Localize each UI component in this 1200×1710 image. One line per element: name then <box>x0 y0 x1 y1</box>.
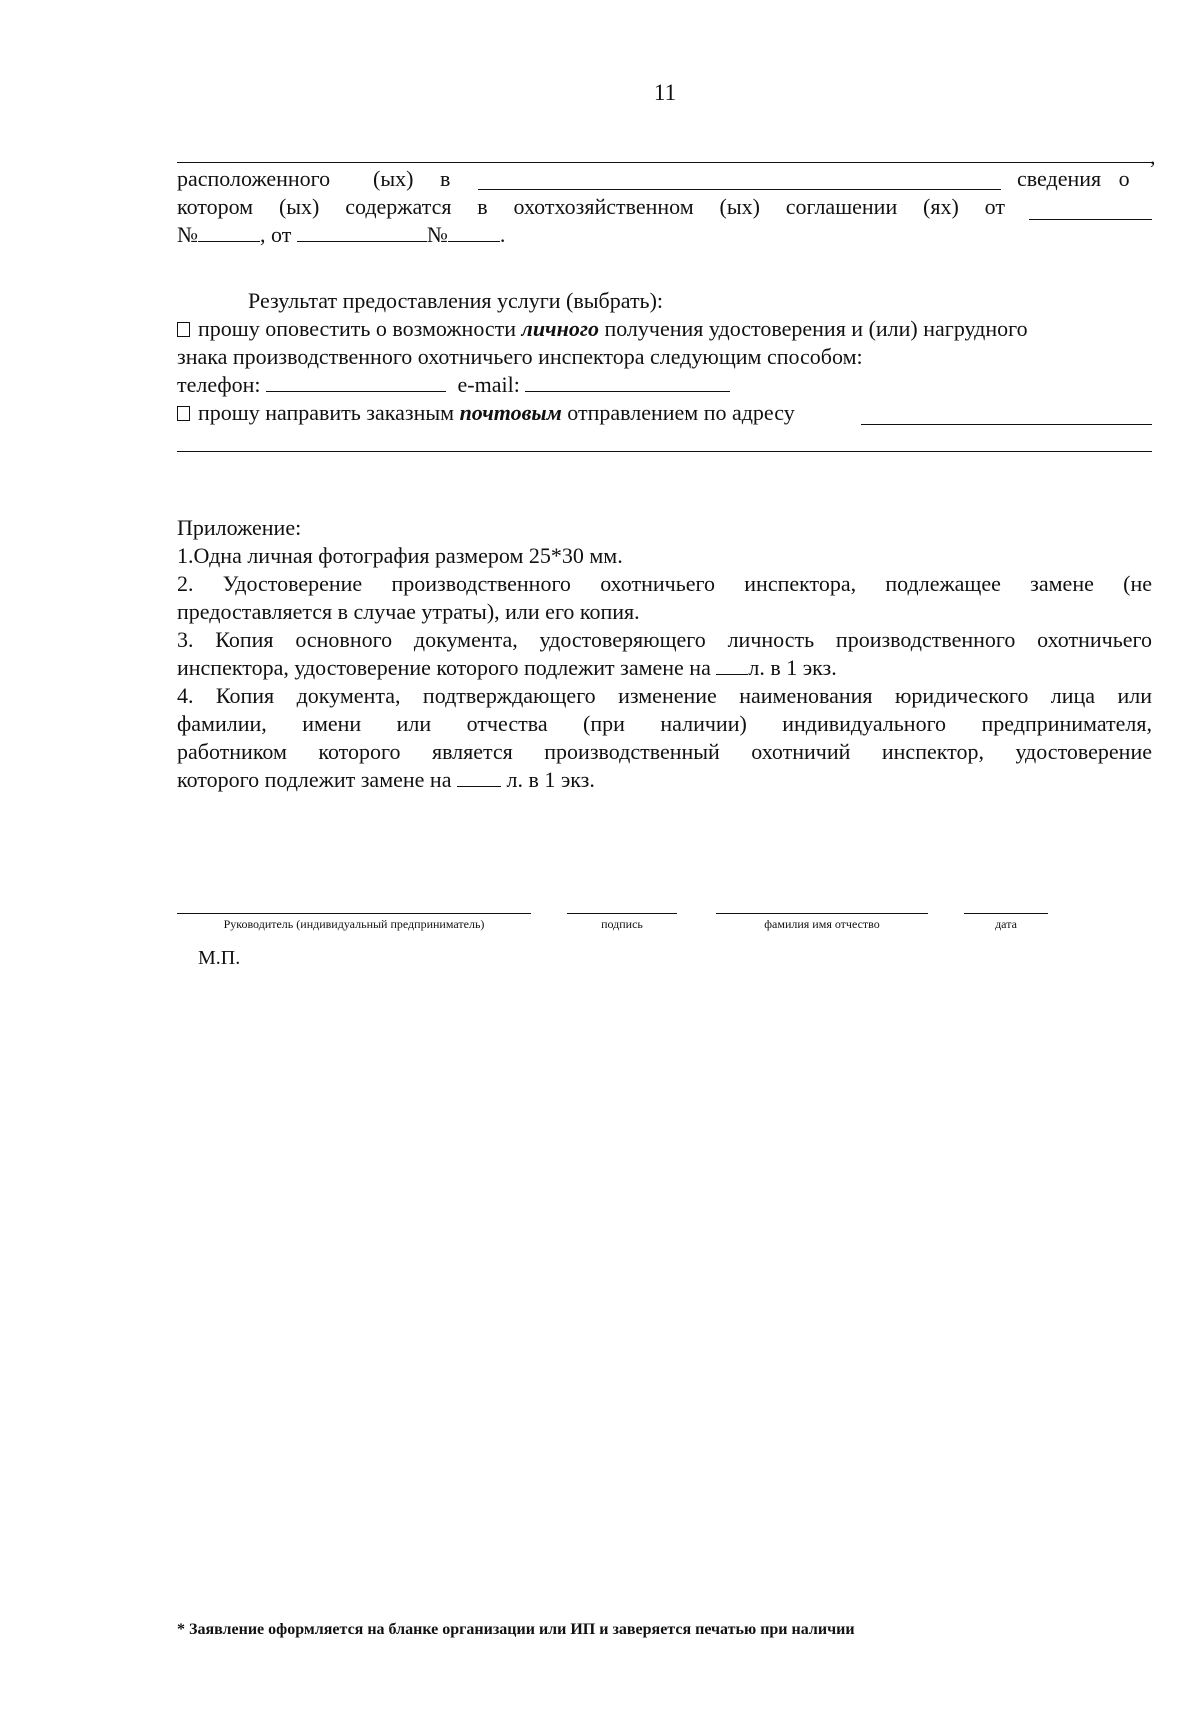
email-label: e-mail: <box>457 372 520 397</box>
number-fill-2[interactable] <box>448 221 500 242</box>
agreement-label: котором (ых) содержатся в охотхозяйственном (ых) соглашении (ях) от <box>177 194 1005 219</box>
checkbox-mail[interactable] <box>177 406 190 421</box>
option-mail-post: отправлением по адресу <box>567 400 795 425</box>
appendix-item-2-line-1: 2. Удостоверение производственного охотничьего инспектора, подлежащее замене (не <box>177 571 1152 596</box>
option-mail <box>177 399 795 427</box>
footnote: * Заявление оформляется на бланке организации или ИП и заверяется печатью при наличии <box>177 1621 855 1638</box>
appendix-item-4-line-2: фамилии, имени или отчества (при наличии) индивидуального предпринимателя, <box>177 711 1152 736</box>
agreement-date-fill-line[interactable] <box>1029 219 1152 220</box>
full-name-label: фамилия имя отчество <box>764 917 880 931</box>
email-fill[interactable] <box>525 371 730 392</box>
phone-fill[interactable] <box>266 371 446 392</box>
option-mail-pre: прошу направить заказным <box>198 400 455 425</box>
signature-fill-line[interactable] <box>567 913 677 914</box>
full-name-fill-line[interactable] <box>716 913 928 914</box>
appendix-item-3-pages-fill[interactable] <box>716 654 748 675</box>
page-number: 11 <box>653 80 677 105</box>
option-notify-post: получения удостоверения и (или) нагрудного <box>604 316 1028 341</box>
checkbox-notify[interactable] <box>177 322 190 337</box>
option-notify-line2: знака производственного охотничьего инспектора следующим способом: <box>177 344 863 369</box>
appendix-item-3-line-1: 3. Копия основного документа, удостоверяющего личность производственного охотничьего <box>177 627 1152 652</box>
located-label-word-2: (ых) <box>373 166 414 191</box>
phone-label: телефон: <box>177 372 261 397</box>
mail-address-fill-line-2[interactable] <box>177 451 1152 452</box>
from-label: , от <box>260 222 292 247</box>
appendix-item-3-line-2 <box>177 654 837 682</box>
appendix-item-4-post: л. в 1 экз. <box>506 767 595 792</box>
appendix-item-4-line-4 <box>177 766 595 794</box>
contact-line <box>177 371 730 399</box>
head-fill-line[interactable] <box>177 913 531 914</box>
number-fill-1[interactable] <box>198 221 260 242</box>
period: . <box>499 222 506 247</box>
appendix-heading: Приложение: <box>177 515 302 540</box>
number-sign-1: № <box>177 222 198 247</box>
mail-address-fill-line-1[interactable] <box>861 424 1152 425</box>
option-notify-pre: прошу оповестить о возможности <box>198 316 517 341</box>
date-label: дата <box>995 917 1017 931</box>
location-fill-line[interactable] <box>478 189 1001 190</box>
appendix-item-1: 1.Одна личная фотография размером 25*30 мм. <box>177 543 623 568</box>
appendix-item-4-pre: которого подлежит замене на <box>177 767 452 792</box>
located-label-word-3: в <box>440 166 451 191</box>
date-fill[interactable] <box>297 221 427 242</box>
signature-label: подпись <box>601 917 643 931</box>
agreement-number-line <box>177 221 505 249</box>
stamp-place: М.П. <box>198 947 241 969</box>
date-fill-line[interactable] <box>964 913 1048 914</box>
result-heading: Результат предоставления услуги (выбрать): <box>248 288 664 313</box>
top-line-comma: , <box>1150 144 1156 169</box>
appendix-item-2-line-2: предоставляется в случае утраты), или его копия. <box>177 599 640 624</box>
appendix-item-4-line-3: работником которого является производственный охотничий инспектор, удостоверение <box>177 739 1152 764</box>
option-notify <box>177 315 1028 343</box>
appendix-item-4-pages-fill[interactable] <box>457 766 501 787</box>
located-label-word-1: расположенного <box>177 166 331 191</box>
info-label: сведения о <box>1017 166 1130 191</box>
option-mail-emph: почтовым <box>459 400 562 425</box>
head-label: Руководитель (индивидуальный предприниматель) <box>223 917 485 931</box>
option-notify-emph: личного <box>521 316 599 341</box>
appendix-item-3-post: л. в 1 экз. <box>748 655 837 680</box>
number-sign-2: № <box>426 222 448 247</box>
appendix-item-4-line-1: 4. Копия документа, подтверждающего изменение наименования юридического лица или <box>177 683 1152 708</box>
appendix-item-3-pre: инспектора, удостоверение которого подлежит замене на <box>177 655 711 680</box>
address-fill-line-top[interactable] <box>177 162 1152 163</box>
